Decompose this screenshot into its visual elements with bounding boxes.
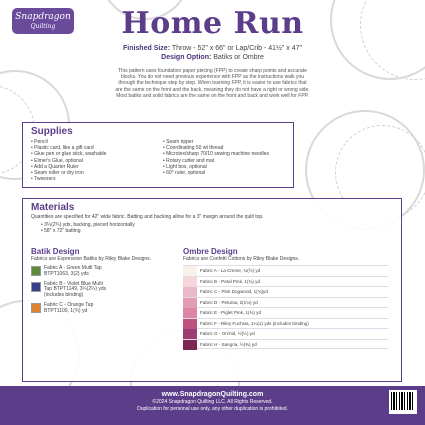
fabric-swatch [183,319,197,329]
fabric-swatch [183,329,197,339]
copyright-text: ©2024 Snapdragon Quilting LLC. All Rights Reserved. [152,399,273,405]
fabric-label: Fabric F - Riley Fuchsia, 1¼(1) yds (includes binding) [200,320,309,326]
fabric-swatch [183,266,197,276]
ombre-fabric-item [183,265,388,276]
supply-item: • Microtex/sharp 70/10 sewing machine needles [163,151,285,157]
supply-item: • Add a Quarter Ruler [31,164,153,170]
supply-item: • Pencil [31,139,153,145]
fabric-swatch [31,266,41,276]
footer-bar [0,386,425,425]
supply-item: • Coordinating 50 wt thread [163,145,285,151]
supply-item: • Glue pen or glue stick, washable [31,151,153,157]
ombre-design-note: Fabrics are Confetti Cottons by Riley Blake Designs. [183,256,300,262]
fabric-label: Fabric H - Sangria, ½(⅜) yd [200,341,257,347]
fabric-swatch [183,287,197,297]
materials-list [31,222,393,234]
fabric-label: Fabric A - La Creme, ¾(½) yd [200,268,261,273]
materials-note: Quantities are specified for 42" wide fabric. Batting and backing allow for a 3" margin around the quilt top. [31,214,264,220]
supply-item: • Light box, optional [163,164,285,170]
ombre-fabric-item [183,286,388,297]
ombre-fabric-list [183,265,388,349]
design-option-value: Batiks or Ombre [213,54,264,61]
supply-item: • Rotary cutter and mat [163,158,285,164]
supply-item: • Elmer's Glue, optional [31,158,153,164]
logo-line-2: Quilting [30,23,56,30]
logo-line-1: Snapdragon [15,12,71,22]
fabric-swatch [31,303,41,313]
fabric-label: Fabric G - Orchid, ½(½) yd [200,331,255,336]
design-option [0,54,425,61]
fabric-swatch [31,282,41,292]
supply-item: • Seam roller or dry iron [31,170,153,176]
supplies-column-1 [31,139,153,182]
batik-design-note: Fabrics are Expression Batiks by Riley Blake Designs. [31,256,152,262]
supply-item: • Seam ripper [163,139,285,145]
batik-design-section [31,247,191,315]
finished-size-label: Finished Size: [122,45,171,52]
supplies-box [22,122,294,188]
finished-size [0,45,425,52]
website-link[interactable]: www.SnapdragonQuilting.com [161,391,264,398]
supplies-column-2 [163,139,285,182]
ombre-fabric-item [183,297,388,308]
ombre-fabric-item [183,276,388,287]
fabric-label: Fabric B - Petal Pink, 1(¾) yd [200,278,260,284]
ombre-design-title: Ombre Design [183,247,238,256]
ombre-design-section [183,247,388,349]
fabric-label: Fabric A - Green Multi Tap BTPT1063, 3(2) yds [44,265,102,277]
ombre-fabric-item [183,307,388,318]
materials-title: Materials [31,202,75,213]
batik-fabric-item [31,266,191,278]
ombre-fabric-item [183,339,388,350]
fabric-label: Fabric D - Petunia, 2(1¼) yd [200,299,258,305]
batik-design-title: Batik Design [31,247,80,256]
materials-list-item: • 58" x 72" batting [41,228,393,234]
materials-list-item: • 3¼(2¾) yds, backing, pieced horizontally [41,222,393,228]
fabric-label: Fabric C - Orange Tap BTPT1100, 1(¾) yd [44,301,94,314]
pattern-title: Home Run [121,6,304,41]
materials-box [22,198,402,382]
ombre-fabric-item [183,318,388,329]
supply-item: • Tweezers [31,176,153,182]
batik-fabric-item [31,282,191,299]
finished-size-value: Throw - 52" x 66" or Lap/Crib - 41½" x 47" [171,45,303,52]
barcode-icon [389,390,417,414]
fabric-swatch [183,277,197,287]
design-option-label: Design Option: [161,54,212,61]
supplies-title: Supplies [31,126,73,137]
fabric-swatch [183,308,197,318]
supply-item: • 60° ruler, optional [163,170,285,176]
intro-paragraph: This pattern uses foundation paper piecing (FPP) to create sharp points and accurate blocks. You do not need previous experience with FPP as the instructions walk you through the technique step by step. When learning FPP, it is easier to use fabrics that are the same on the front and the back, meaning they do not have a right or wrong side. Most batiks and solid fabrics are the same on the front and back and work well for FPP. [115,68,310,99]
batik-fabric-item [31,303,191,315]
fabric-label: Fabric E - Piglet Pink, 1(¾) yd [200,310,262,315]
ombre-fabric-item [183,328,388,339]
fabric-swatch [183,340,197,350]
fabric-label: Fabric B - Violet Blue Multi Tap BTPT1149, 3¼(2¼) yds (includes binding) [44,280,107,299]
supply-item: • Plastic card, like a gift card [31,145,153,151]
duplication-note: Duplication for personal use only, any other duplication is prohibited. [137,405,288,412]
fabric-label: Fabric C - Pink Dogwood, 1(¾)yd [200,289,268,294]
fabric-swatch [183,298,197,308]
